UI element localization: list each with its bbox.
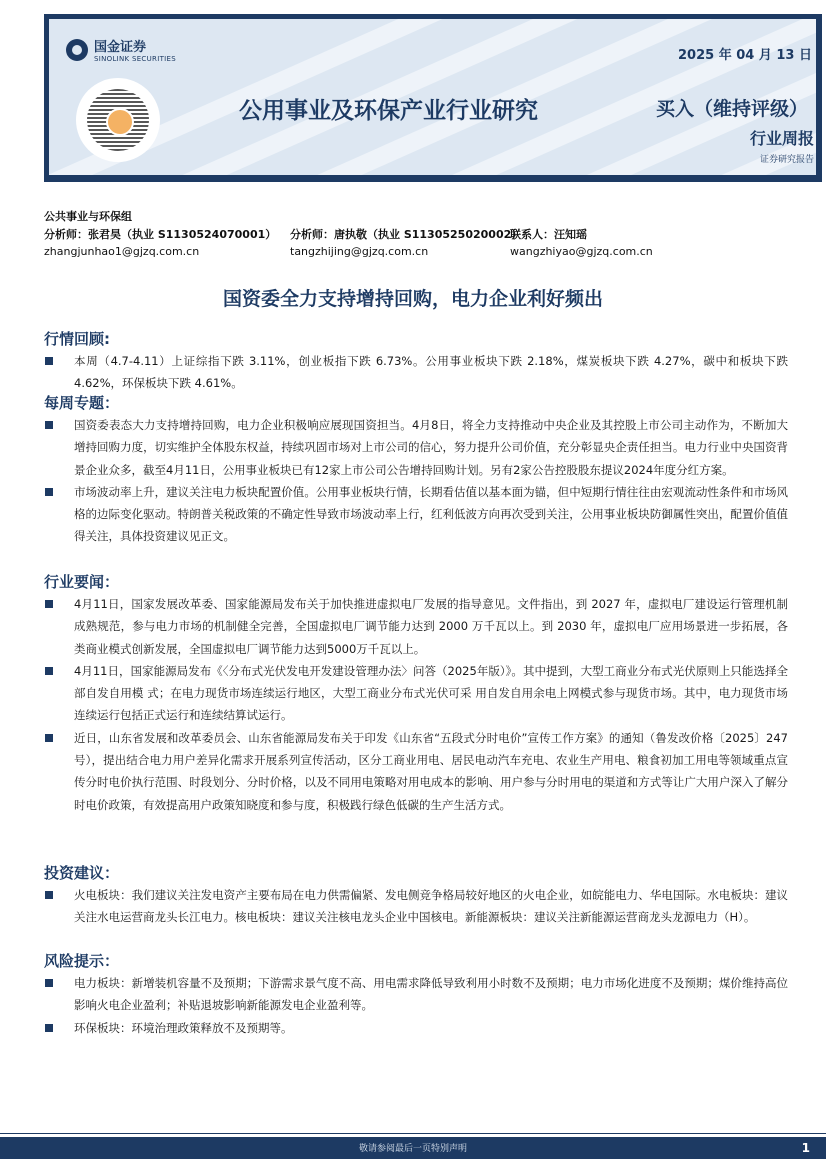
list-item: 国资委表态大力支持增持回购，电力企业积极响应展现国资担当。4月8日，将全力支持推动中央企业及其控股上市公司主动作为，不断加大增持回购力度，切实维护全体股东权益，持续巩固市场对上市公司的信心，努力提升公司价值，充分彰显央企责任担当。电力行业中央国资背景企业众多，截至4月11日，公用事业板块已有12家上市公司公告增持回购计划。另有2家公告控股股东提议2024年度分红方案。 <box>44 414 788 481</box>
company-logo <box>66 36 176 63</box>
bullet-square-icon <box>45 667 53 675</box>
analyst-2: 分析师：唐执敬（执业 S1130525020002） <box>290 227 523 241</box>
section-title: 每周专题： <box>44 394 120 412</box>
bullet-square-icon <box>45 891 53 899</box>
section-market-review <box>44 328 788 395</box>
section-weekly-topic <box>44 392 788 548</box>
list-item: 火电板块：我们建议关注发电资产主要布局在电力供需偏紧、发电侧竞争格局较好地区的火电企业，如皖能电力、华电国际。水电板块：建议关注水电运营商龙头长江电力。核电板块：建议关注核电龙头企业中国核电。新能源板块：建议关注新能源运营商龙头龙源电力（H）。 <box>44 884 788 929</box>
list-item: 4月11日，国家发展改革委、国家能源局发布关于加快推进虚拟电厂发展的指导意见。文件指出，到 2027 年，虚拟电厂建设运行管理机制成熟规范，参与电力市场的机制健全完善，全国虚拟电厂调节能力达到 2000 万千瓦以上。到 2030 年，虚拟电厂应用场景进一步拓展，各类商业模式创新发展，全国虚拟电厂调节能力达到5000万千瓦以上。 <box>44 593 788 660</box>
section-title: 投资建议： <box>44 864 120 882</box>
logo-text-en: SINOLINK SECURITIES <box>94 55 176 63</box>
author-block <box>44 208 653 261</box>
rating: 买入（维持评级） <box>655 98 808 120</box>
bullet-square-icon <box>45 488 53 496</box>
bullet-square-icon <box>45 1024 53 1032</box>
footer-disclaimer-note: 敬请参阅最后一页特别声明 <box>358 1144 467 1154</box>
section-title: 风险提示： <box>44 952 120 970</box>
contact-person: 联系人：汪知瑶 <box>510 227 587 241</box>
analyst-1: 分析师：张君昊（执业 S1130524070001） <box>44 227 277 241</box>
footer-divider <box>0 1133 826 1134</box>
bullet-square-icon <box>45 600 53 608</box>
section-investment-advice <box>44 862 788 929</box>
page-number: 1 <box>801 1141 810 1155</box>
bullet-square-icon <box>45 734 53 742</box>
report-type: 行业周报 <box>749 129 814 148</box>
analyst-1-email[interactable]: zhangjunhao1@gjzq.com.cn <box>44 245 200 258</box>
research-group: 公共事业与环保组 <box>44 210 132 223</box>
analyst-2-email[interactable]: tangzhijing@gjzq.com.cn <box>290 245 429 258</box>
logo-text-cn: 国金证券 <box>94 40 147 55</box>
qr-code-icon <box>76 78 160 162</box>
section-industry-news <box>44 571 788 816</box>
list-item: 电力板块：新增装机容量不及预期；下游需求景气度不高、用电需求降低导致利用小时数不及预期；电力市场化进度不及预期；煤价维持高位影响火电企业盈利；补贴退坡影响新能源发电企业盈利等。 <box>44 972 788 1017</box>
report-category-title: 公用事业及环保产业行业研究 <box>239 98 538 124</box>
list-item: 4月11日，国家能源局发布《〈分布式光伏发电开发建设管理办法〉问答（2025年版）》。其中提到，大型工商业分布式光伏原则上只能选择全部自发自用模 式；在电力现货市场连续运行地区，大型工商业分布式光伏可采 用自发自用余电上网模式参与现货市场。其中，电力现货市场连续运行包括正式运行和连续结算试运行。 <box>44 660 788 727</box>
report-headline: 国资委全力支持增持回购，电力企业利好频出 <box>222 288 603 310</box>
contact-email[interactable]: wangzhiyao@gjzq.com.cn <box>510 245 653 258</box>
logo-mark-icon <box>66 39 88 61</box>
list-item: 近日，山东省发展和改革委员会、山东省能源局发布关于印发《山东省“五段式分时电价”宣传工作方案》的通知（鲁发改价格〔2025〕247号），提出结合电力用户差异化需求开展系列宣传活动，区分工商业用电、居民电动汽车充电、农业生产用电、粮食初加工用电等领域重点宣传分时电价执行范围、时段划分、分时价格，以及不同用电策略对用电成本的影响、用户参与分时用电的渠道和方式等让广大用户深入了解分时电价政策，有效提高用户政策知晓度和参与度，积极践行绿色低碳的生产生活方式。 <box>44 727 788 816</box>
list-item: 本周（4.7-4.11）上证综指下跌 3.11%，创业板指下跌 6.73%。公用事业板块下跌 2.18%，煤炭板块下跌 4.27%，碳中和板块下跌 4.62%，环保板块下跌 4.61%。 <box>44 350 788 395</box>
report-date: 2025 年 04 月 13 日 <box>678 48 812 63</box>
list-item: 环保板块：环境治理政策释放不及预期等。 <box>44 1017 788 1039</box>
bullet-square-icon <box>45 979 53 987</box>
section-title: 行情回顾: <box>44 330 110 348</box>
report-header <box>44 14 822 182</box>
section-risk-warning <box>44 950 788 1039</box>
bullet-square-icon <box>45 357 53 365</box>
list-item: 市场波动率上升，建议关注电力板块配置价值。公用事业板块行情，长期看估值以基本面为锚，但中短期行情往往由宏观流动性条件和市场风格的边际变化驱动。特朗普关税政策的不确定性导致市场波动率上行，红利低波方向再次受到关注，公用事业板块防御属性突出，配置价值值得关注，具体投资建议见正文。 <box>44 481 788 548</box>
section-title: 行业要闻： <box>44 573 120 591</box>
report-sub-label: 证券研究报告 <box>759 155 814 165</box>
bullet-square-icon <box>45 421 53 429</box>
